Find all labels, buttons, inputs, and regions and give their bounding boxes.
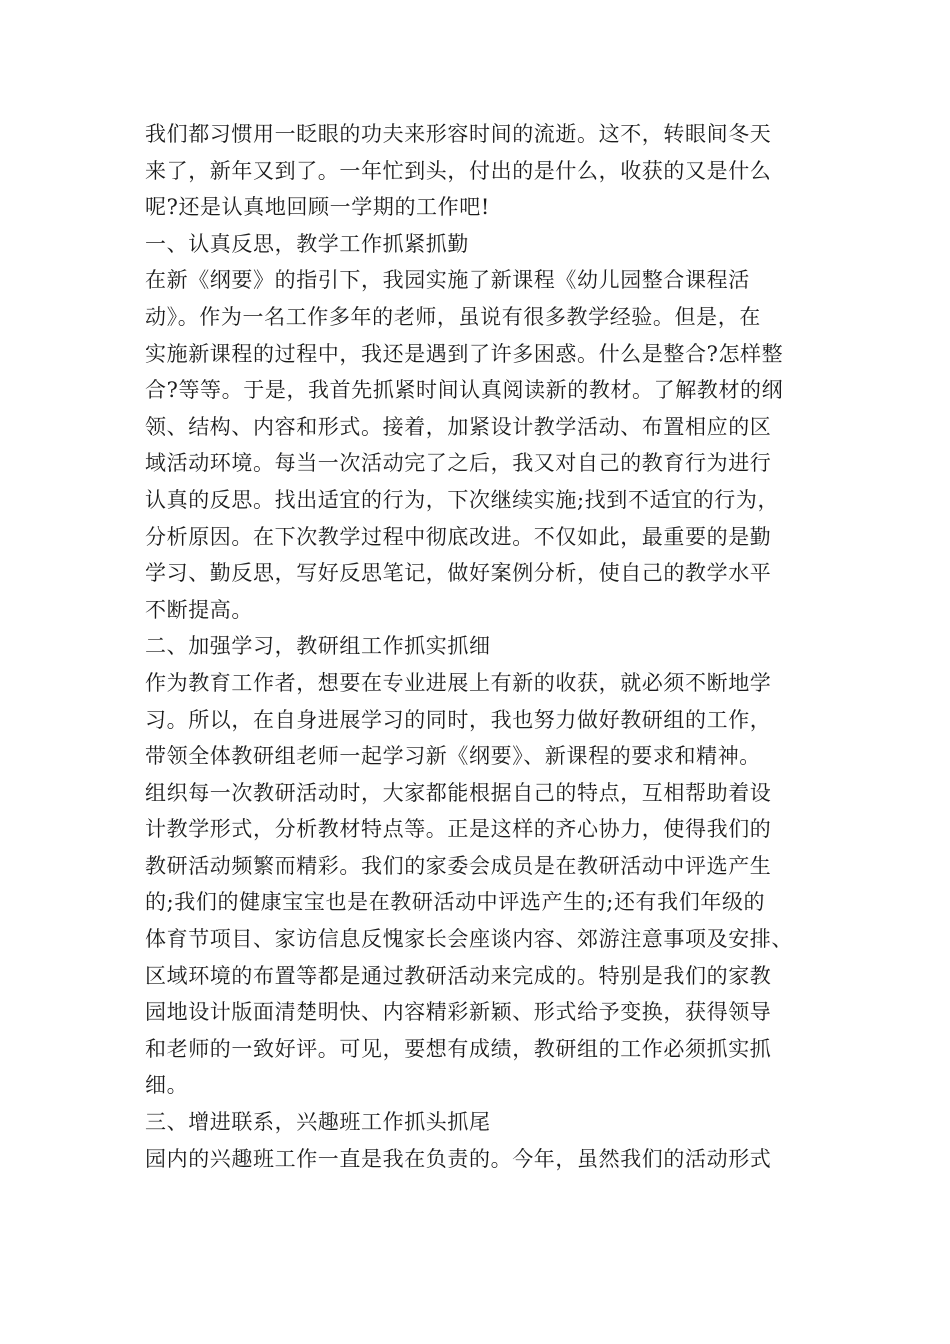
text-line: 作为教育工作者，想要在专业进展上有新的收获，就必须不断地学 bbox=[145, 670, 772, 695]
text-line: 我们都习惯用一眨眼的功夫来形容时间的流逝。这不，转眼间冬天 bbox=[145, 122, 772, 146]
text-line: 计教学形式，分析教材特点等。正是这样的齐心协力，使得我们的 bbox=[145, 817, 772, 842]
text-line: 呢?还是认真地回顾一学期的工作吧! bbox=[145, 195, 490, 220]
text-line: 来了，新年又到了。一年忙到头，付出的是什么，收获的又是什么 bbox=[145, 158, 772, 183]
text-line: 合?等等。于是，我首先抓紧时间认真阅读新的教材。了解教材的纲 bbox=[145, 378, 784, 403]
text-line: 认真的反思。找出适宜的行为，下次继续实施;找到不适宜的行为， bbox=[145, 487, 780, 512]
text-line: 园地设计版面清楚明快、内容精彩新颖、形式给予变换，获得领导 bbox=[145, 1000, 772, 1025]
document-body bbox=[145, 116, 810, 1177]
text-line: 组织每一次教研活动时，大家都能根据自己的特点，互相帮助着设 bbox=[145, 780, 772, 805]
text-line: 在新《纲要》的指引下，我园实施了新课程《幼儿园整合课程活 bbox=[145, 268, 750, 293]
text-line: 的;我们的健康宝宝也是在教研活动中评选产生的;还有我们年级的 bbox=[145, 890, 766, 915]
text-line: 领、结构、内容和形式。接着，加紧设计教学活动、布置相应的区 bbox=[145, 414, 772, 439]
text-line: 区域环境的布置等都是通过教研活动来完成的。特别是我们的家教 bbox=[145, 963, 772, 988]
text-line: 实施新课程的过程中，我还是遇到了许多困惑。什么是整合?怎样整 bbox=[145, 341, 784, 366]
text-line: 动》。作为一名工作多年的老师，虽说有很多教学经验。但是，在 bbox=[145, 304, 761, 329]
text-line: 域活动环境。每当一次活动完了之后，我又对自己的教育行为进行 bbox=[145, 451, 772, 476]
text-line: 园内的兴趣班工作一直是我在负责的。今年，虽然我们的活动形式 bbox=[145, 1146, 772, 1171]
text-line: 体育节项目、家访信息反愧家长会座谈内容、郊游注意事项及安排、 bbox=[145, 927, 793, 952]
text-line: 带领全体教研组老师一起学习新《纲要》、新课程的要求和精神。 bbox=[145, 744, 761, 769]
text-line: 不断提高。 bbox=[145, 597, 253, 622]
text-line: 教研活动频繁而精彩。我们的家委会成员是在教研活动中评选产生 bbox=[145, 853, 772, 878]
text-line: 学习、勤反思，写好反思笔记，做好案例分析，使自己的教学水平 bbox=[145, 561, 772, 586]
section-heading-3: 三、增进联系，兴趣班工作抓头抓尾 bbox=[145, 1110, 491, 1135]
section-heading-1: 一、认真反思，教学工作抓紧抓勤 bbox=[145, 231, 469, 256]
text-line: 分析原因。在下次教学过程中彻底改进。不仅如此，最重要的是勤 bbox=[145, 524, 772, 549]
text-line: 细。 bbox=[145, 1073, 189, 1098]
text-line: 和老师的一致好评。可见，要想有成绩，教研组的工作必须抓实抓 bbox=[145, 1036, 772, 1061]
text-line: 习。所以，在自身进展学习的同时，我也努力做好教研组的工作， bbox=[145, 707, 772, 732]
section-heading-2: 二、加强学习，教研组工作抓实抓细 bbox=[145, 634, 491, 659]
